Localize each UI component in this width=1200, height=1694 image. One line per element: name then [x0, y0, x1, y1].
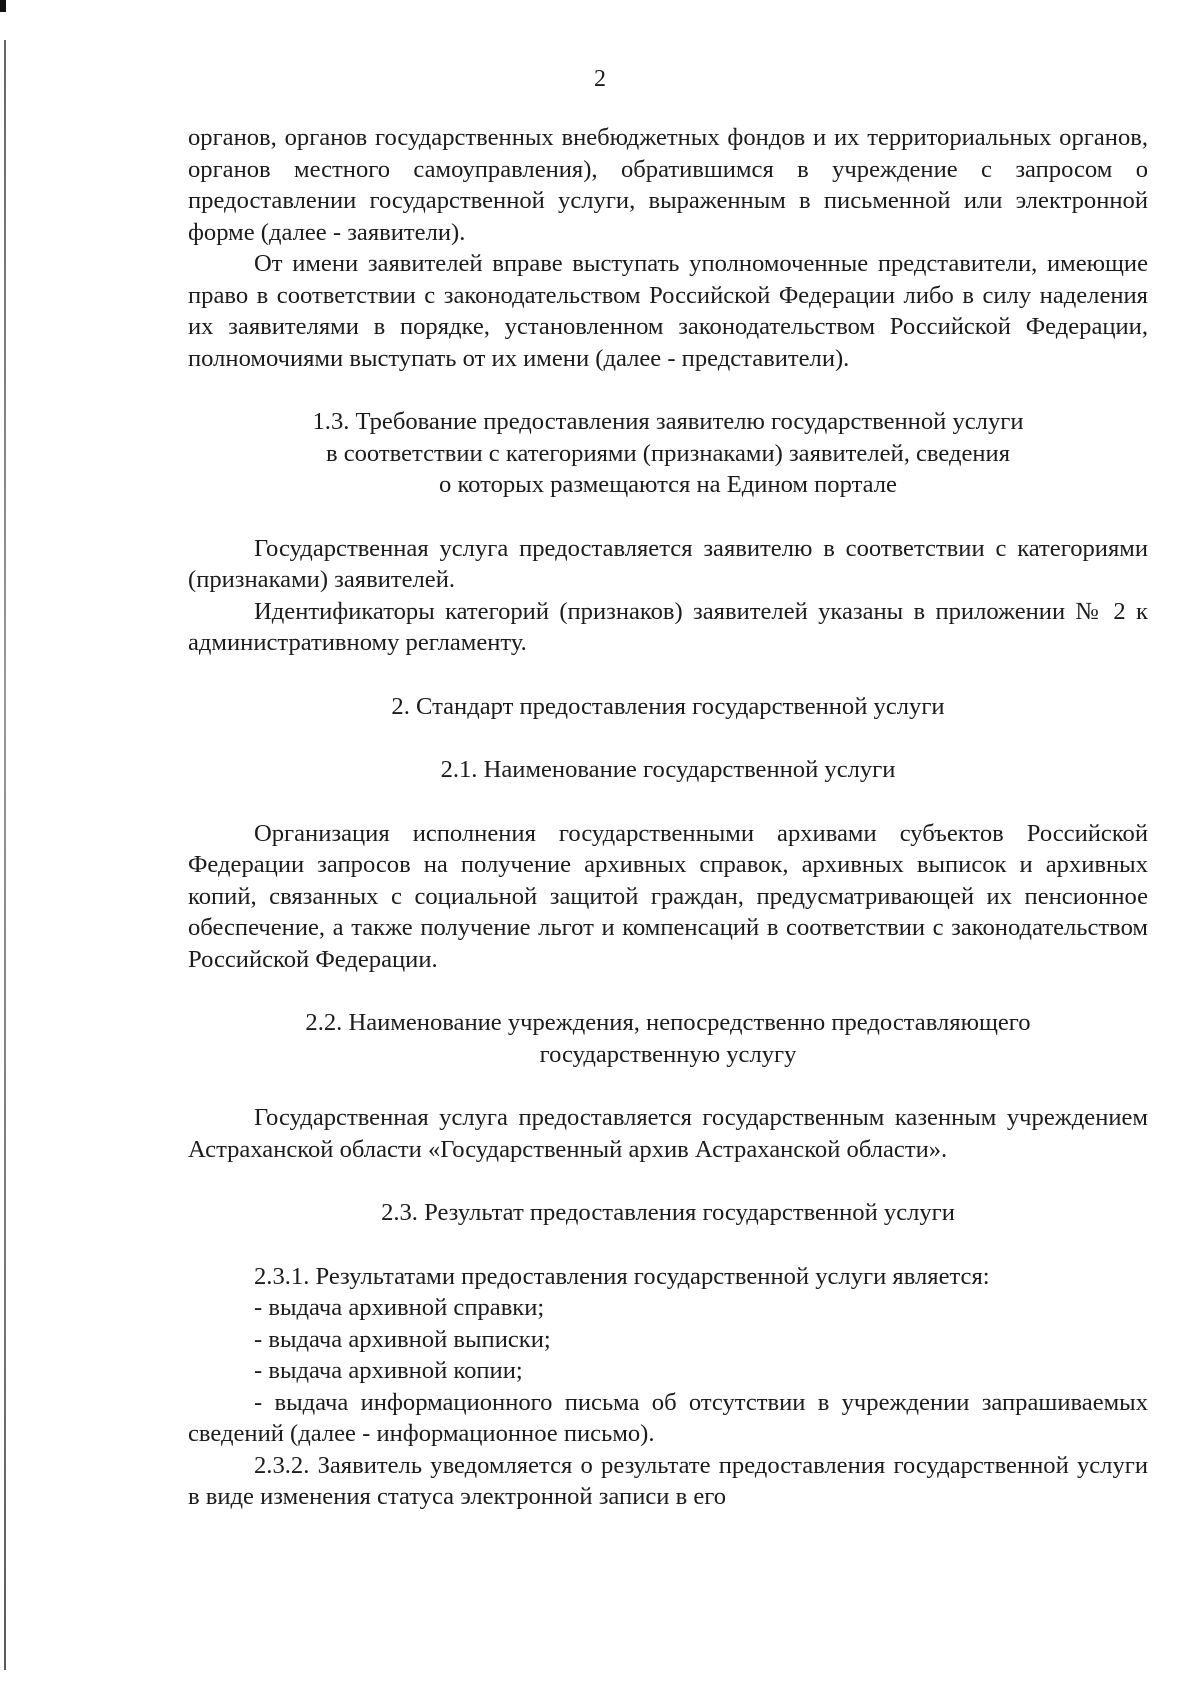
document-body [188, 122, 1148, 1513]
intro-paragraph-representatives: От имени заявителей вправе выступать уполномоченные представители, имеющие право в соответствии с законодательством Российской Федерации либо в силу наделения их заявителями в порядке, установленном законодательством Российской Федерации, полномочиями выступать от их имени (далее - представители). [188, 250, 1148, 372]
section-2-3-heading: 2.3. Результат предоставления государственной услуги [381, 1199, 955, 1226]
intro-paragraph-continued: органов, органов государственных внебюджетных фондов и их территориальных органов, органов местного самоуправления), обратившимся в учреждение с запросом о предоставлении государственной услуги, выраженным в письменной или электронной форме (далее - заявители). [188, 124, 1148, 246]
result-list-item: - выдача архивной копии; [254, 1357, 523, 1384]
section-2-2-paragraph: Государственная услуга предоставляется государственным казенным учреждением Астраханской области «Государственный архив Астраханской области». [188, 1104, 1148, 1163]
section-2-2-heading [188, 1007, 1148, 1070]
heading-line: в соответствии с категориями (признаками) заявителей, сведения [325, 439, 1011, 467]
heading-line: о которых размещаются на Едином портале [439, 471, 897, 498]
heading-line: 2.2. Наименование учреждения, непосредственно предоставляющего [305, 1009, 1031, 1036]
heading-line: 1.3. Требование предоставления заявителю государственной услуги [312, 408, 1024, 435]
heading-line: государственную услугу [539, 1040, 797, 1068]
section-1-3-paragraph-2: Идентификаторы категорий (признаков) заявителей указаны в приложении № 2 к административному регламенту. [188, 597, 1148, 656]
section-2-1-heading: 2.1. Наименование государственной услуги [440, 756, 896, 783]
page-number: 2 [594, 66, 606, 92]
result-list-item: - выдача информационного письма об отсутствии в учреждении запрашиваемых сведений (далее - информационное письмо). [188, 1388, 1148, 1447]
result-list-item: - выдача архивной справки; [254, 1294, 545, 1321]
result-list-item: - выдача архивной выписки; [254, 1325, 551, 1353]
section-1-3-paragraph-1: Государственная услуга предоставляется заявителю в соответствии с категориями (признаками) заявителей. [188, 534, 1148, 593]
section-1-3-heading [188, 406, 1148, 501]
section-2-1-paragraph: Организация исполнения государственными архивами субъектов Российской Федерации запросов на получение архивных справок, архивных выписок и архивных копий, связанных с социальной защитой граждан, предусматривающей их пенсионное обеспечение, а также получение льгот и компенсаций в соответствии с законодательством Российской Федерации. [188, 819, 1148, 973]
scan-corner-mark [0, 0, 6, 12]
section-2-3-2-paragraph: 2.3.2. Заявитель уведомляется о результате предоставления государственной услуги в виде изменения статуса электронной записи в его [188, 1451, 1148, 1510]
section-2-3-1-paragraph: 2.3.1. Результатами предоставления государственной услуги является: [254, 1262, 990, 1290]
section-2-heading: 2. Стандарт предоставления государственной услуги [391, 692, 945, 720]
scan-left-edge [4, 40, 6, 1670]
